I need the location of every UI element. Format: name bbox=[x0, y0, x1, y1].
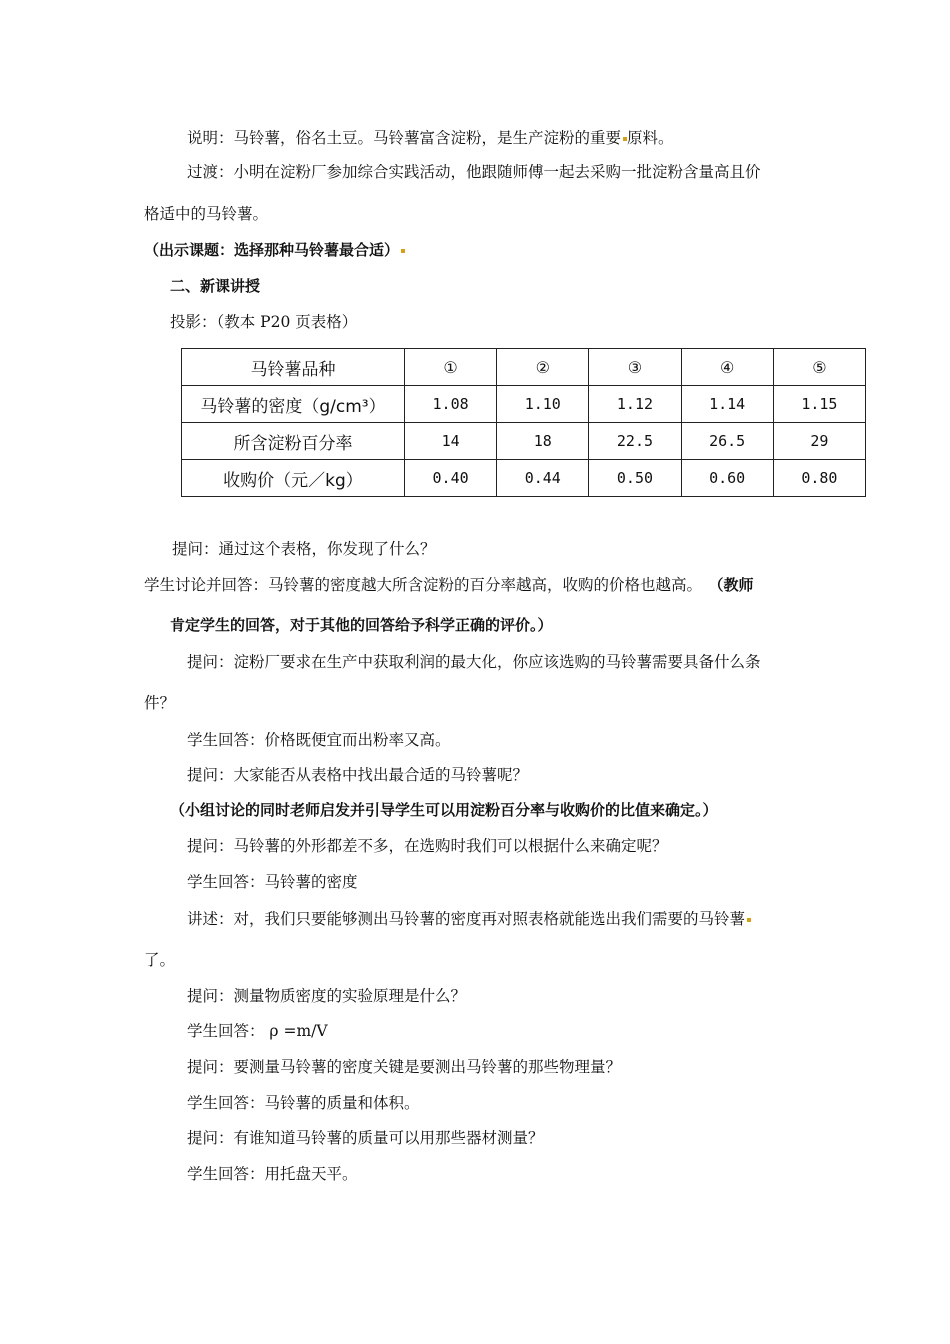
text: 分率越高，收购的价格也越高。 bbox=[485, 576, 703, 594]
table-cell: 1.12 bbox=[589, 386, 681, 423]
question-1: 提问：通过这个表格，你发现了什么？ bbox=[172, 540, 436, 558]
answer-5: 学生回答： ρ =m/V bbox=[187, 1022, 328, 1040]
text: （出示课题：选择那种马铃薯最合适） bbox=[144, 241, 400, 259]
mark-dot bbox=[747, 918, 751, 922]
text: 原料。 bbox=[627, 129, 674, 147]
answer-7: 学生回答：用托盘天平。 bbox=[187, 1165, 358, 1183]
answer-4: 学生回答：马铃薯的密度 bbox=[187, 873, 358, 891]
projection-note: 投影：（教本 P20 页表格） bbox=[170, 313, 358, 331]
table-header-row bbox=[182, 349, 866, 386]
table-cell: ⑤ bbox=[773, 349, 865, 386]
lesson-topic bbox=[144, 239, 405, 261]
text: 学生讨论并回答：马铃薯的密度越大所含淀粉的百 bbox=[144, 576, 486, 594]
question-6: 提问：要测量马铃薯的密度关键是要测出马铃薯的那些物理量？ bbox=[187, 1058, 622, 1076]
answer-2: 学生回答：价格既便宜而出粉率又高。 bbox=[187, 731, 451, 749]
text: 讲述：对，我们只要能够测出马铃薯的密度再对照表格就能选出我们需要的马铃薯 bbox=[187, 910, 746, 928]
paragraph-transition: 过渡：小明在淀粉厂参加综合实践活动，他跟随师傅一起去采购一批淀粉含量高且价 bbox=[187, 163, 761, 181]
section-heading: 二、新课讲授 bbox=[170, 277, 261, 295]
table-cell: 0.44 bbox=[497, 460, 589, 497]
text: （教师 bbox=[716, 576, 754, 594]
table-cell: 收购价（元／kg） bbox=[182, 460, 405, 497]
teacher-note: 肯定学生的回答，对于其他的回答给予科学正确的评价。） bbox=[170, 616, 553, 634]
potato-table bbox=[181, 348, 866, 497]
table-cell: 14 bbox=[405, 423, 497, 460]
table-cell: 0.50 bbox=[589, 460, 681, 497]
table-row bbox=[182, 460, 866, 497]
table-cell: 22.5 bbox=[589, 423, 681, 460]
question-5: 提问：测量物质密度的实验原理是什么？ bbox=[187, 987, 467, 1005]
table-row bbox=[182, 423, 866, 460]
mark-dot bbox=[401, 249, 405, 253]
table-cell: 马铃薯品种 bbox=[182, 349, 405, 386]
question-2: 提问：淀粉厂要求在生产中获取利润的最大化，你应该选购的马铃薯需要具备什么条 bbox=[187, 653, 761, 671]
table-cell: 马铃薯的密度（g/cm³） bbox=[182, 386, 405, 423]
question-3: 提问：大家能否从表格中找出最合适的马铃薯呢？ bbox=[187, 766, 529, 784]
question-4: 提问：马铃薯的外形都差不多，在选购时我们可以根据什么来确定呢？ bbox=[187, 837, 668, 855]
table-cell: 1.14 bbox=[681, 386, 773, 423]
answer-6: 学生回答：马铃薯的质量和体积。 bbox=[187, 1094, 420, 1112]
question-7: 提问：有谁知道马铃薯的质量可以用那些器材测量？ bbox=[187, 1129, 544, 1147]
table-cell: ④ bbox=[681, 349, 773, 386]
table-cell: 1.08 bbox=[405, 386, 497, 423]
table-cell: ① bbox=[405, 349, 497, 386]
table-cell: ③ bbox=[589, 349, 681, 386]
answer-1 bbox=[144, 574, 754, 596]
table-cell: 1.15 bbox=[773, 386, 865, 423]
table-cell: 26.5 bbox=[681, 423, 773, 460]
table-cell: 1.10 bbox=[497, 386, 589, 423]
table-cell: 所含淀粉百分率 bbox=[182, 423, 405, 460]
statement-cont: 了。 bbox=[144, 951, 176, 969]
table-cell: 0.60 bbox=[681, 460, 773, 497]
paragraph-explanation bbox=[187, 127, 674, 149]
table-cell: 0.40 bbox=[405, 460, 497, 497]
paragraph-transition-cont: 格适中的马铃薯。 bbox=[144, 205, 269, 223]
table-cell: 29 bbox=[773, 423, 865, 460]
table-cell: 0.80 bbox=[773, 460, 865, 497]
question-2-cont: 件？ bbox=[144, 694, 176, 712]
group-discussion-note: （小组讨论的同时老师启发并引导学生可以用淀粉百分率与收购价的比值来确定。） bbox=[170, 801, 718, 819]
table-row bbox=[182, 386, 866, 423]
table-cell: ② bbox=[497, 349, 589, 386]
statement bbox=[187, 908, 751, 930]
table-cell: 18 bbox=[497, 423, 589, 460]
text: 说明：马铃薯，俗名土豆。马铃薯富含淀粉，是生产淀粉的重要 bbox=[187, 129, 622, 147]
